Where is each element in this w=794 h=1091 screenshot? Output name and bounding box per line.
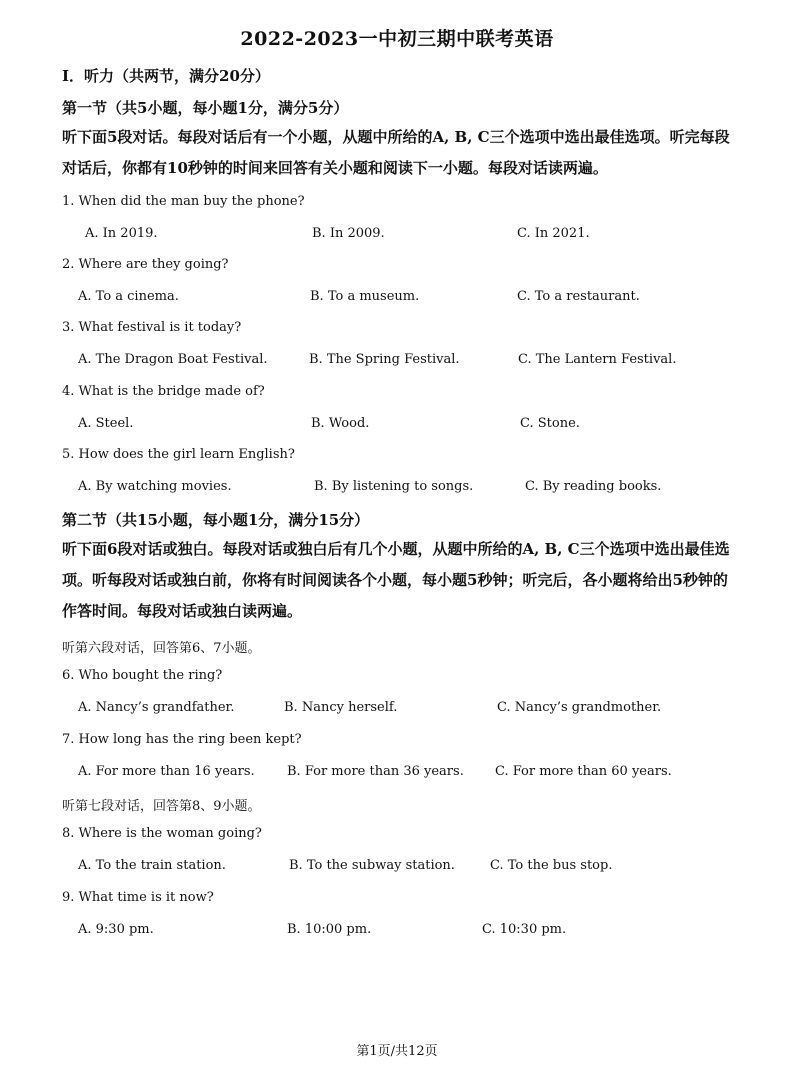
- q3-option-b: B. The Spring Festival.: [309, 352, 460, 367]
- q3-option-c: C. The Lantern Festival.: [518, 352, 677, 367]
- question-5: 5. How does the girl learn English?: [62, 447, 295, 462]
- q1-option-b: B. In 2009.: [312, 226, 385, 241]
- question-3: 3. What festival is it today?: [62, 320, 242, 335]
- q8-option-b: B. To the subway station.: [289, 858, 455, 873]
- q9-option-b: B. 10:00 pm.: [287, 922, 372, 937]
- q8-option-a: A. To the train station.: [78, 858, 226, 873]
- dialog-7-note: 听第七段对话，回答第8、9小题。: [62, 799, 261, 814]
- page-title: 2022-2023一中初三期中联考英语: [240, 28, 554, 50]
- q4-option-a: A. Steel.: [78, 416, 134, 431]
- q4-option-b: B. Wood.: [311, 416, 370, 431]
- q1-option-a: A. In 2019.: [85, 226, 158, 241]
- question-8: 8. Where is the woman going?: [62, 826, 262, 841]
- q6-option-b: B. Nancy herself.: [284, 700, 398, 715]
- q7-option-b: B. For more than 36 years.: [287, 764, 464, 779]
- question-1: 1. When did the man buy the phone?: [62, 194, 305, 209]
- q4-option-c: C. Stone.: [520, 416, 580, 431]
- q2-option-c: C. To a restaurant.: [517, 289, 640, 304]
- section2-heading: 第二节（共15小题，每小题1分，满分15分）: [62, 511, 370, 529]
- q6-option-c: C. Nancy’s grandmother.: [497, 700, 662, 715]
- q9-option-c: C. 10:30 pm.: [482, 922, 567, 937]
- q2-option-b: B. To a museum.: [310, 289, 420, 304]
- q5-option-a: A. By watching movies.: [78, 479, 232, 494]
- q6-option-a: A. Nancy’s grandfather.: [78, 700, 235, 715]
- part-heading: I．听力（共两节，满分20分）: [62, 67, 270, 85]
- q1-option-c: C. In 2021.: [517, 226, 590, 241]
- page-footer: 第1页/共12页: [356, 1044, 438, 1059]
- q5-option-c: C. By reading books.: [525, 479, 662, 494]
- dialog-6-note: 听第六段对话，回答第6、7小题。: [62, 641, 261, 656]
- question-6: 6. Who bought the ring?: [62, 668, 223, 683]
- question-9: 9. What time is it now?: [62, 890, 214, 905]
- question-4: 4. What is the bridge made of?: [62, 384, 265, 399]
- q3-option-a: A. The Dragon Boat Festival.: [78, 352, 268, 367]
- section1-heading: 第一节（共5小题，每小题1分，满分5分）: [62, 99, 349, 117]
- question-7: 7. How long has the ring been kept?: [62, 732, 302, 747]
- q7-option-a: A. For more than 16 years.: [78, 764, 255, 779]
- q7-option-c: C. For more than 60 years.: [495, 764, 672, 779]
- q2-option-a: A. To a cinema.: [78, 289, 179, 304]
- question-2: 2. Where are they going?: [62, 257, 229, 272]
- q9-option-a: A. 9:30 pm.: [78, 922, 154, 937]
- q8-option-c: C. To the bus stop.: [490, 858, 613, 873]
- q5-option-b: B. By listening to songs.: [314, 479, 474, 494]
- section2-instructions: 听下面6段对话或独白。每段对话或独白后有几个小题，从题中所给的A, B, C三个选项中选出最佳选项。听每段对话或独白前，你将有时间阅读各个小题，每小题5秒钟；听完后，各小题将给出5秒钟的作答时间。每段对话或独白读两遍。: [62, 540, 730, 620]
- section1-instructions: 听下面5段对话。每段对话后有一个小题，从题中所给的A, B, C三个选项中选出最佳选项。听完每段对话后，你都有10秒钟的时间来回答有关小题和阅读下一小题。每段对话读两遍。: [62, 128, 730, 177]
